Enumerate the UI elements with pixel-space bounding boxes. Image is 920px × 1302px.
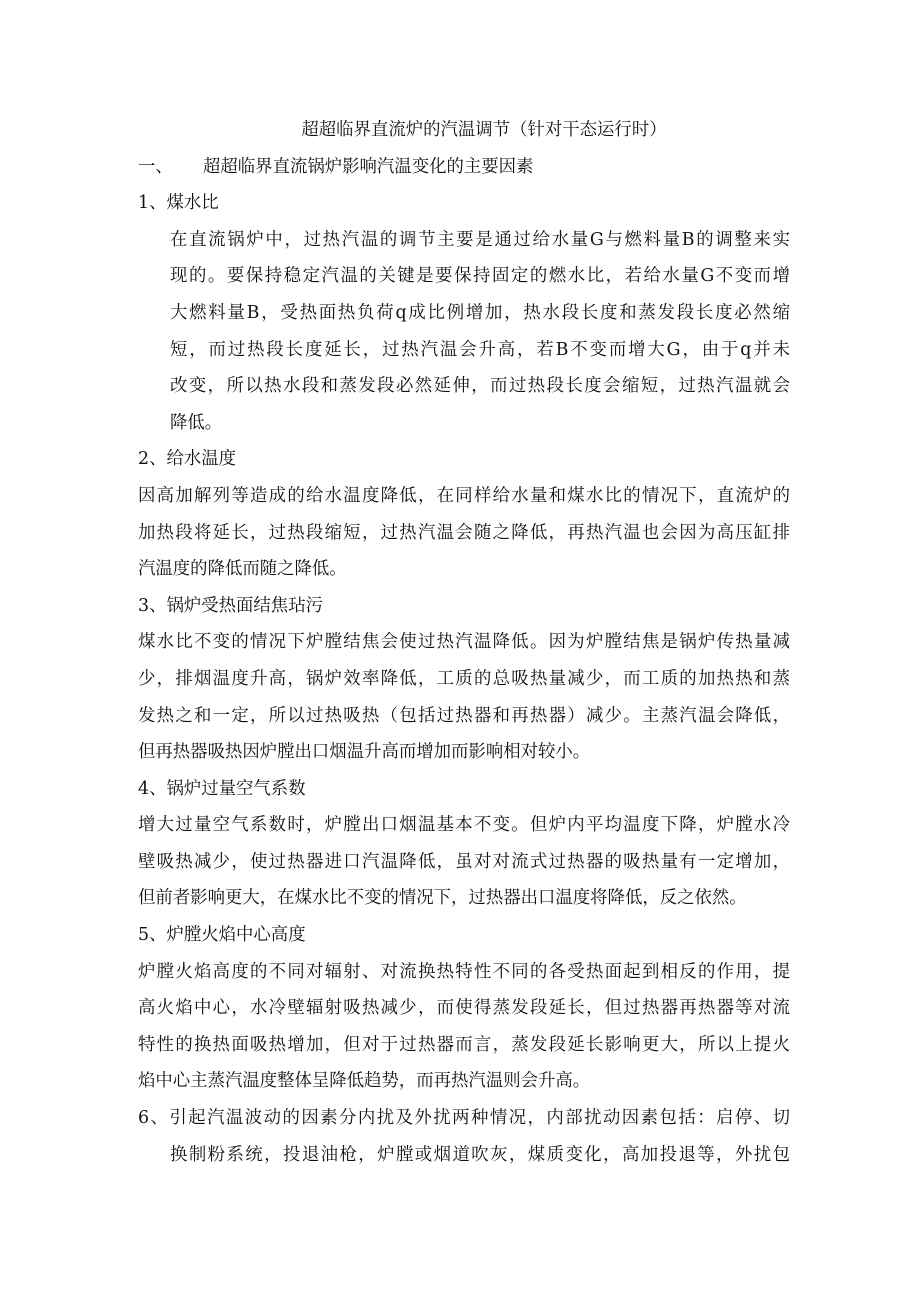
paragraph-line: 炉膛火焰高度的不同对辐射、对流换热特性不同的各受热面起到相反的作用，提 xyxy=(138,961,790,982)
paragraph-line: 汽温度的降低而随之降低。 xyxy=(138,559,347,580)
paragraph-line: 焰中心主蒸汽温度整体呈降低趋势，而再热汽温则会升高。 xyxy=(138,1071,591,1092)
paragraph-line: 但再热器吸热因炉膛出口烟温升高而增加而影响相对较小。 xyxy=(138,742,591,763)
section-number: 一、 xyxy=(138,156,173,177)
subsection-heading: 2、给水温度 xyxy=(138,449,237,470)
paragraph-line: 壁吸热减少，使过热器进口汽温降低，虽对对流式过热器的吸热量有一定增加， xyxy=(138,851,790,872)
paragraph-line: 加热段将延长，过热段缩短，过热汽温会随之降低，再热汽温也会因为高压缸排 xyxy=(138,522,790,543)
paragraph-line: 煤水比不变的情况下炉膛结焦会使过热汽温降低。因为炉膛结焦是锅炉传热量减 xyxy=(138,632,790,653)
subsection-heading: 3、锅炉受热面结焦玷污 xyxy=(138,595,323,616)
paragraph-line: 但前者影响更大，在煤水比不变的情况下，过热器出口温度将降低，反之依然。 xyxy=(138,888,747,909)
paragraph-line: 改变，所以热水段和蒸发段必然延伸，而过热段长度会缩短，过热汽温就会 xyxy=(170,376,790,397)
paragraph-line: 增大过量空气系数时，炉膛出口烟温基本不变。但炉内平均温度下降，炉膛水冷 xyxy=(138,815,790,836)
paragraph-line: 降低。 xyxy=(170,412,223,433)
paragraph-line: 发热之和一定，所以过热吸热（包括过热器和再热器）减少。主蒸汽温会降低， xyxy=(138,705,790,726)
subsection-heading: 5、炉膛火焰中心高度 xyxy=(138,925,306,946)
section-title: 超超临界直流锅炉影响汽温变化的主要因素 xyxy=(203,156,534,177)
paragraph-line: 大燃料量B，受热面热负荷q成比例增加，热水段长度和蒸发段长度必然缩 xyxy=(170,302,790,323)
paragraph-line: 在直流锅炉中，过热汽温的调节主要是通过给水量G与燃料量B的调整来实 xyxy=(170,229,790,250)
paragraph-line: 现的。要保持稳定汽温的关键是要保持固定的燃水比，若给水量G不变而增 xyxy=(170,266,790,287)
paragraph-line: 高火焰中心，水冷壁辐射吸热减少，而使得蒸发段延长，但过热器再热器等对流 xyxy=(138,998,790,1019)
document-body xyxy=(138,112,790,1173)
document-title: 超超临界直流炉的汽温调节（针对干态运行时） xyxy=(301,120,667,140)
paragraph-line: 少，排烟温度升高，锅炉效率降低，工质的总吸热量减少，而工质的加热热和蒸 xyxy=(138,668,790,689)
paragraph-line: 短，而过热段长度延长，过热汽温会升高，若B不变而增大G，由于q并未 xyxy=(170,339,790,360)
paragraph-line: 特性的换热面吸热增加，但对于过热器而言，蒸发段延长影响更大，所以上提火 xyxy=(138,1034,790,1055)
paragraph-line: 换制粉系统，投退油枪，炉膛或烟道吹灰，煤质变化，高加投退等，外扰包 xyxy=(170,1144,790,1165)
paragraph-line: 因高加解列等造成的给水温度降低，在同样给水量和煤水比的情况下，直流炉的 xyxy=(138,485,790,506)
subsection-heading: 1、煤水比 xyxy=(138,193,219,214)
section-heading xyxy=(138,149,790,186)
subsection-heading: 4、锅炉过量空气系数 xyxy=(138,778,306,799)
subsection-heading: 6、引起汽温波动的因素分内扰及外扰两种情况，内部扰动因素包括：启停、切 xyxy=(138,1108,790,1129)
